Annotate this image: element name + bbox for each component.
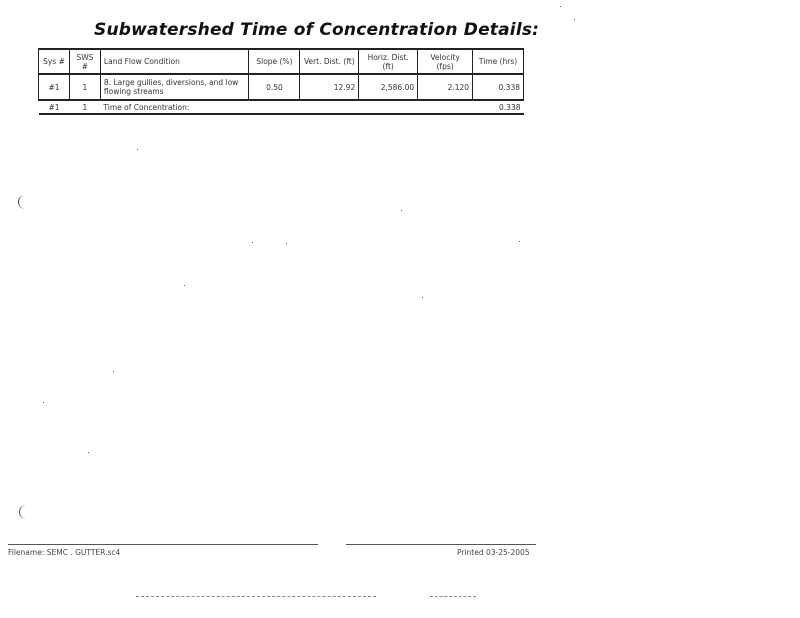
table-total-row <box>39 100 524 114</box>
scan-speck <box>519 241 520 242</box>
header-land-flow: Land Flow Condition <box>100 49 249 74</box>
scan-speck <box>401 210 402 211</box>
scan-artifact-line <box>136 596 376 597</box>
footer-rule <box>346 544 536 545</box>
scan-speck <box>252 242 253 243</box>
table-header-row <box>39 49 524 74</box>
cell-land-flow: 8. Large gullies, diversions, and low flowing streams <box>100 74 249 100</box>
footer-rule <box>8 544 318 545</box>
footer-filename: Filename: SEMC . GUTTER.sc4 <box>8 548 121 557</box>
scan-speck <box>184 285 185 286</box>
cell-time: 0.338 <box>473 74 524 100</box>
scan-speck <box>113 371 114 372</box>
total-time: 0.338 <box>499 102 521 112</box>
punch-hole-mark <box>18 195 29 209</box>
scan-speck <box>88 452 89 453</box>
cell-velocity: 2.120 <box>418 74 473 100</box>
scan-speck <box>43 402 44 403</box>
header-vert-dist: Vert. Dist. (ft) <box>300 49 359 74</box>
time-of-concentration-table <box>38 48 524 115</box>
header-velocity: Velocity (fps) <box>418 49 473 74</box>
punch-hole-mark <box>19 505 30 519</box>
total-sys: #1 <box>48 102 60 112</box>
header-slope: Slope (%) <box>249 49 300 74</box>
scan-speck <box>286 243 287 244</box>
scan-speck <box>560 6 561 7</box>
cell-slope: 0.50 <box>249 74 300 100</box>
scan-artifact-line <box>430 596 476 597</box>
header-horiz-dist: Horiz. Dist. (ft) <box>359 49 418 74</box>
total-label: Time of Concentration: <box>103 102 190 112</box>
footer-printed-date: Printed 03-25-2005 <box>457 548 530 557</box>
cell-sys: #1 <box>39 74 70 100</box>
scan-speck <box>137 149 138 150</box>
cell-vert-dist: 12.92 <box>300 74 359 100</box>
page-title: Subwatershed Time of Concentration Details: <box>94 20 540 40</box>
cell-sws: 1 <box>69 74 100 100</box>
header-sws: SWS # <box>69 49 100 74</box>
scan-speck <box>422 297 423 298</box>
scan-speck <box>574 19 575 20</box>
total-sws: 1 <box>82 102 88 112</box>
table-row <box>39 74 524 100</box>
header-sys: Sys # <box>39 49 70 74</box>
header-time: Time (hrs) <box>473 49 524 74</box>
cell-horiz-dist: 2,586.00 <box>359 74 418 100</box>
